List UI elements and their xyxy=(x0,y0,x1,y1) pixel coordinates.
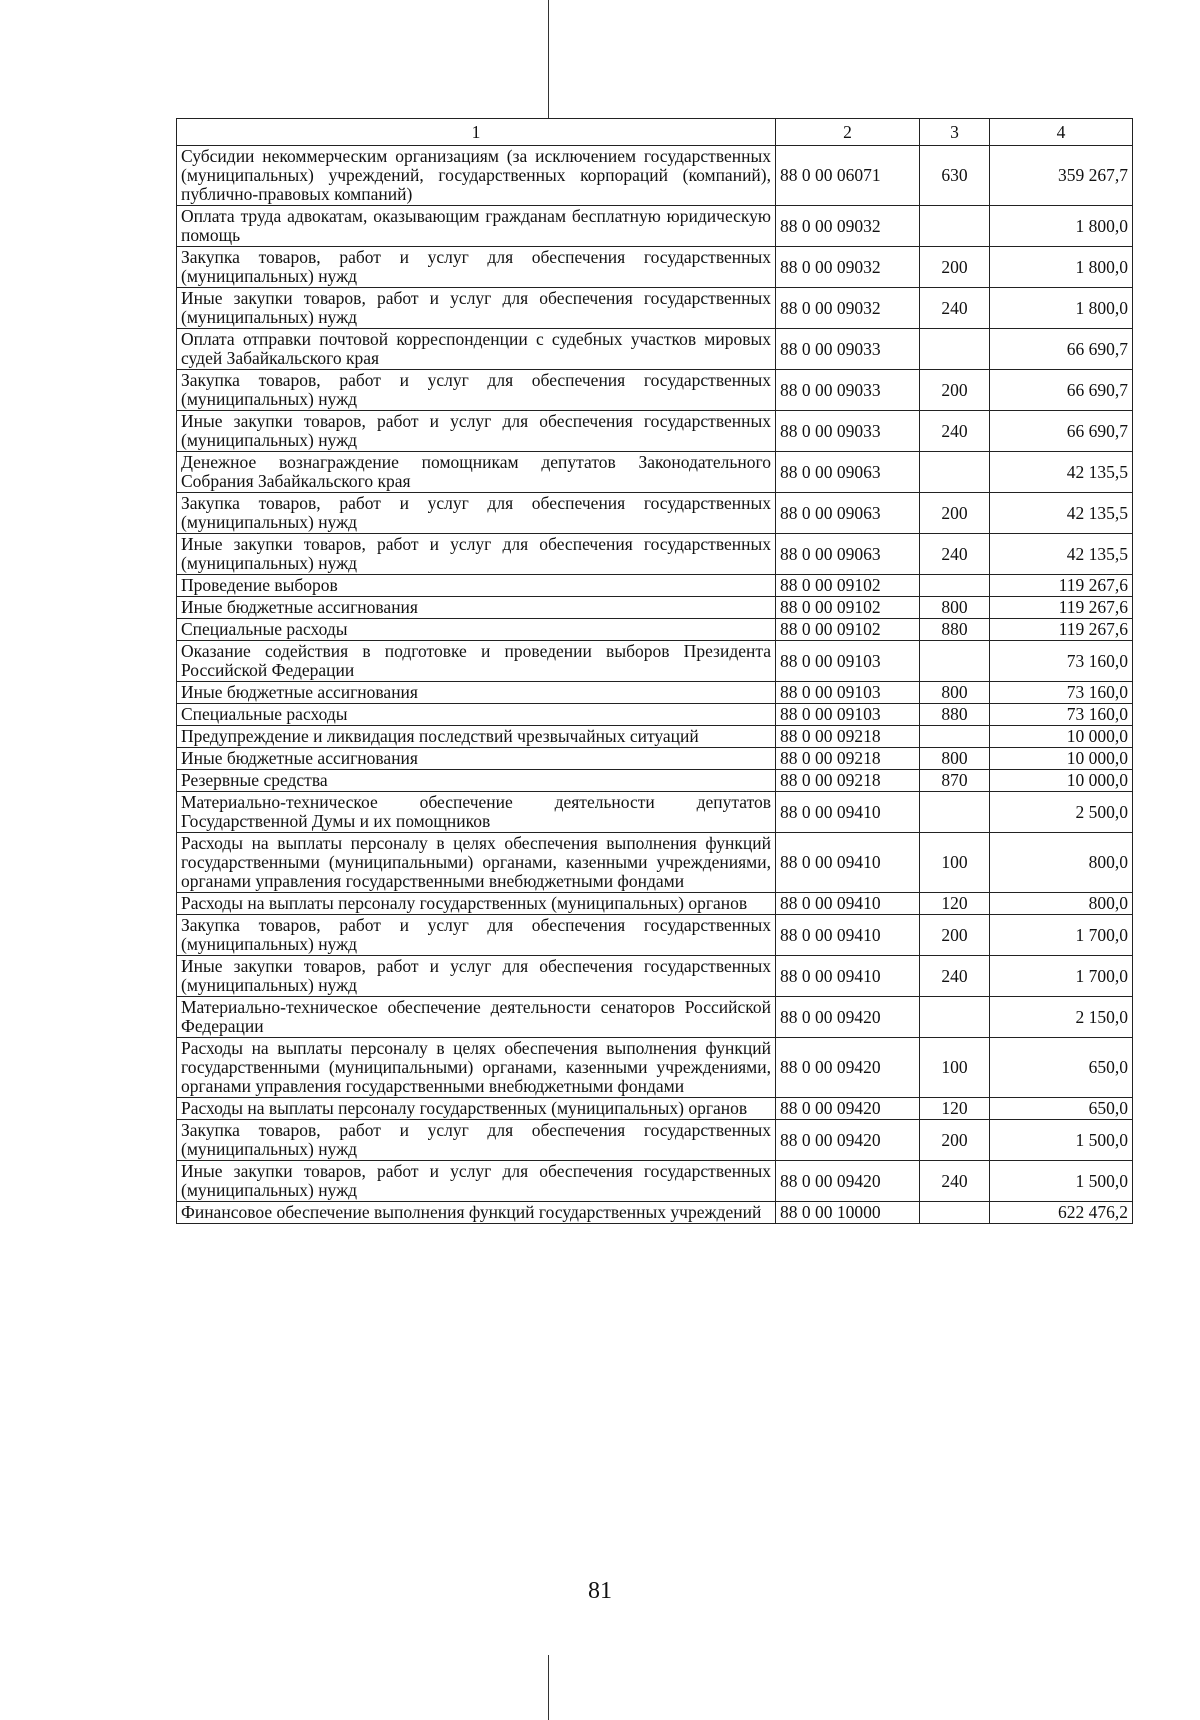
row-type-cell: 200 xyxy=(920,1120,990,1161)
header-col-1: 1 xyxy=(177,119,776,146)
table-row xyxy=(177,597,1133,619)
row-type-cell xyxy=(920,641,990,682)
table-row xyxy=(177,1038,1133,1098)
table-row xyxy=(177,206,1133,247)
row-code-cell: 88 0 00 09420 xyxy=(776,997,920,1038)
row-name-cell: Иные закупки товаров, работ и услуг для обеспечения государственных (муниципальных) нужд xyxy=(177,534,776,575)
row-amount-cell: 10 000,0 xyxy=(990,748,1133,770)
row-amount-cell: 10 000,0 xyxy=(990,726,1133,748)
row-amount-cell: 1 500,0 xyxy=(990,1120,1133,1161)
row-amount-cell: 42 135,5 xyxy=(990,493,1133,534)
row-code-cell: 88 0 00 06071 xyxy=(776,146,920,206)
row-amount-cell: 73 160,0 xyxy=(990,704,1133,726)
table-row xyxy=(177,619,1133,641)
row-amount-cell: 650,0 xyxy=(990,1038,1133,1098)
row-name-cell: Оказание содействия в подготовке и проведении выборов Президента Российской Федерации xyxy=(177,641,776,682)
row-name-cell: Расходы на выплаты персоналу в целях обеспечения выполнения функций государственными (муниципальными) органами, казенными учреждениями, органами управления государственными внебюджетными фондами xyxy=(177,833,776,893)
row-code-cell: 88 0 00 09032 xyxy=(776,288,920,329)
row-type-cell: 630 xyxy=(920,146,990,206)
row-amount-cell: 2 150,0 xyxy=(990,997,1133,1038)
row-amount-cell: 10 000,0 xyxy=(990,770,1133,792)
row-name-cell: Предупреждение и ликвидация последствий чрезвычайных ситуаций xyxy=(177,726,776,748)
table-row xyxy=(177,956,1133,997)
row-code-cell: 88 0 00 09410 xyxy=(776,833,920,893)
row-type-cell: 200 xyxy=(920,915,990,956)
row-amount-cell: 42 135,5 xyxy=(990,534,1133,575)
table-row xyxy=(177,748,1133,770)
row-amount-cell: 66 690,7 xyxy=(990,411,1133,452)
row-name-cell: Иные бюджетные ассигнования xyxy=(177,682,776,704)
table-row xyxy=(177,792,1133,833)
row-code-cell: 88 0 00 09420 xyxy=(776,1161,920,1202)
row-amount-cell: 119 267,6 xyxy=(990,575,1133,597)
header-col-3: 3 xyxy=(920,119,990,146)
row-code-cell: 88 0 00 09102 xyxy=(776,619,920,641)
budget-table xyxy=(176,118,1133,1224)
table-row xyxy=(177,704,1133,726)
budget-table-body xyxy=(177,119,1133,1224)
row-name-cell: Закупка товаров, работ и услуг для обеспечения государственных (муниципальных) нужд xyxy=(177,1120,776,1161)
row-type-cell: 240 xyxy=(920,534,990,575)
row-name-cell: Иные закупки товаров, работ и услуг для обеспечения государственных (муниципальных) нужд xyxy=(177,956,776,997)
row-name-cell: Денежное вознаграждение помощникам депутатов Законодательного Собрания Забайкальского края xyxy=(177,452,776,493)
row-name-cell: Иные закупки товаров, работ и услуг для обеспечения государственных (муниципальных) нужд xyxy=(177,288,776,329)
table-row xyxy=(177,247,1133,288)
row-type-cell: 240 xyxy=(920,956,990,997)
row-code-cell: 88 0 00 09032 xyxy=(776,206,920,247)
table-row xyxy=(177,534,1133,575)
row-code-cell: 88 0 00 09218 xyxy=(776,770,920,792)
table-row xyxy=(177,493,1133,534)
row-name-cell: Закупка товаров, работ и услуг для обеспечения государственных (муниципальных) нужд xyxy=(177,493,776,534)
row-type-cell: 240 xyxy=(920,411,990,452)
row-type-cell xyxy=(920,452,990,493)
table-row xyxy=(177,1120,1133,1161)
row-amount-cell: 119 267,6 xyxy=(990,619,1133,641)
table-row xyxy=(177,893,1133,915)
row-code-cell: 88 0 00 09102 xyxy=(776,575,920,597)
row-amount-cell: 359 267,7 xyxy=(990,146,1133,206)
row-name-cell: Оплата отправки почтовой корреспонденции с судебных участков мировых судей Забайкальского края xyxy=(177,329,776,370)
row-code-cell: 88 0 00 09032 xyxy=(776,247,920,288)
row-name-cell: Иные бюджетные ассигнования xyxy=(177,748,776,770)
row-type-cell: 200 xyxy=(920,370,990,411)
row-name-cell: Материально-техническое обеспечение деятельности сенаторов Российской Федерации xyxy=(177,997,776,1038)
row-code-cell: 88 0 00 09033 xyxy=(776,411,920,452)
row-type-cell: 100 xyxy=(920,833,990,893)
row-name-cell: Субсидии некоммерческим организациям (за исключением государственных (муниципальных) учреждений, государственных корпораций (компаний), публично-правовых компаний) xyxy=(177,146,776,206)
row-type-cell: 120 xyxy=(920,893,990,915)
table-row xyxy=(177,833,1133,893)
row-name-cell: Финансовое обеспечение выполнения функций государственных учреждений xyxy=(177,1202,776,1224)
row-code-cell: 88 0 00 09033 xyxy=(776,329,920,370)
row-code-cell: 88 0 00 09063 xyxy=(776,452,920,493)
row-type-cell: 200 xyxy=(920,493,990,534)
row-type-cell: 240 xyxy=(920,288,990,329)
table-row xyxy=(177,288,1133,329)
row-code-cell: 88 0 00 09033 xyxy=(776,370,920,411)
row-code-cell: 88 0 00 10000 xyxy=(776,1202,920,1224)
row-code-cell: 88 0 00 09103 xyxy=(776,682,920,704)
row-type-cell xyxy=(920,792,990,833)
row-name-cell: Иные бюджетные ассигнования xyxy=(177,597,776,619)
table-row xyxy=(177,1098,1133,1120)
row-code-cell: 88 0 00 09410 xyxy=(776,956,920,997)
binding-mark-top xyxy=(548,0,549,118)
row-amount-cell: 1 800,0 xyxy=(990,247,1133,288)
row-code-cell: 88 0 00 09063 xyxy=(776,493,920,534)
row-type-cell xyxy=(920,206,990,247)
row-amount-cell: 650,0 xyxy=(990,1098,1133,1120)
table-row xyxy=(177,915,1133,956)
page-number: 81 xyxy=(588,1578,612,1604)
row-amount-cell: 1 800,0 xyxy=(990,288,1133,329)
table-row xyxy=(177,370,1133,411)
header-col-4: 4 xyxy=(990,119,1133,146)
row-name-cell: Расходы на выплаты персоналу государственных (муниципальных) органов xyxy=(177,893,776,915)
row-amount-cell: 1 500,0 xyxy=(990,1161,1133,1202)
row-amount-cell: 119 267,6 xyxy=(990,597,1133,619)
row-code-cell: 88 0 00 09063 xyxy=(776,534,920,575)
row-name-cell: Резервные средства xyxy=(177,770,776,792)
table-row xyxy=(177,329,1133,370)
row-name-cell: Иные закупки товаров, работ и услуг для обеспечения государственных (муниципальных) нужд xyxy=(177,1161,776,1202)
row-type-cell xyxy=(920,329,990,370)
row-amount-cell: 1 700,0 xyxy=(990,956,1133,997)
row-code-cell: 88 0 00 09410 xyxy=(776,792,920,833)
table-row xyxy=(177,997,1133,1038)
row-code-cell: 88 0 00 09103 xyxy=(776,641,920,682)
row-name-cell: Закупка товаров, работ и услуг для обеспечения государственных (муниципальных) нужд xyxy=(177,247,776,288)
row-type-cell: 120 xyxy=(920,1098,990,1120)
row-code-cell: 88 0 00 09410 xyxy=(776,893,920,915)
row-name-cell: Материально-техническое обеспечение деятельности депутатов Государственной Думы и их помощников xyxy=(177,792,776,833)
row-type-cell xyxy=(920,997,990,1038)
row-amount-cell: 800,0 xyxy=(990,833,1133,893)
binding-mark-bottom xyxy=(548,1655,549,1720)
table-row xyxy=(177,452,1133,493)
table-row xyxy=(177,682,1133,704)
row-code-cell: 88 0 00 09218 xyxy=(776,726,920,748)
table-row xyxy=(177,575,1133,597)
row-amount-cell: 800,0 xyxy=(990,893,1133,915)
row-name-cell: Иные закупки товаров, работ и услуг для обеспечения государственных (муниципальных) нужд xyxy=(177,411,776,452)
row-code-cell: 88 0 00 09102 xyxy=(776,597,920,619)
table-row xyxy=(177,641,1133,682)
row-type-cell: 870 xyxy=(920,770,990,792)
row-code-cell: 88 0 00 09420 xyxy=(776,1120,920,1161)
row-name-cell: Закупка товаров, работ и услуг для обеспечения государственных (муниципальных) нужд xyxy=(177,915,776,956)
row-name-cell: Закупка товаров, работ и услуг для обеспечения государственных (муниципальных) нужд xyxy=(177,370,776,411)
row-type-cell: 800 xyxy=(920,748,990,770)
table-row xyxy=(177,146,1133,206)
row-type-cell: 100 xyxy=(920,1038,990,1098)
table-row xyxy=(177,1202,1133,1224)
table-row xyxy=(177,770,1133,792)
table-row xyxy=(177,1161,1133,1202)
row-name-cell: Проведение выборов xyxy=(177,575,776,597)
row-code-cell: 88 0 00 09420 xyxy=(776,1038,920,1098)
row-type-cell: 200 xyxy=(920,247,990,288)
row-name-cell: Расходы на выплаты персоналу государственных (муниципальных) органов xyxy=(177,1098,776,1120)
row-amount-cell: 1 800,0 xyxy=(990,206,1133,247)
row-name-cell: Специальные расходы xyxy=(177,619,776,641)
row-amount-cell: 2 500,0 xyxy=(990,792,1133,833)
table-header-row xyxy=(177,119,1133,146)
header-col-2: 2 xyxy=(776,119,920,146)
row-code-cell: 88 0 00 09218 xyxy=(776,748,920,770)
row-type-cell: 800 xyxy=(920,597,990,619)
row-amount-cell: 73 160,0 xyxy=(990,682,1133,704)
row-type-cell: 880 xyxy=(920,619,990,641)
row-code-cell: 88 0 00 09103 xyxy=(776,704,920,726)
table-row xyxy=(177,726,1133,748)
row-type-cell: 240 xyxy=(920,1161,990,1202)
row-type-cell: 800 xyxy=(920,682,990,704)
row-amount-cell: 73 160,0 xyxy=(990,641,1133,682)
row-code-cell: 88 0 00 09420 xyxy=(776,1098,920,1120)
row-amount-cell: 66 690,7 xyxy=(990,329,1133,370)
row-type-cell xyxy=(920,726,990,748)
row-name-cell: Оплата труда адвокатам, оказывающим гражданам бесплатную юридическую помощь xyxy=(177,206,776,247)
row-amount-cell: 622 476,2 xyxy=(990,1202,1133,1224)
row-type-cell: 880 xyxy=(920,704,990,726)
row-amount-cell: 1 700,0 xyxy=(990,915,1133,956)
row-code-cell: 88 0 00 09410 xyxy=(776,915,920,956)
table-row xyxy=(177,411,1133,452)
row-name-cell: Расходы на выплаты персоналу в целях обеспечения выполнения функций государственными (муниципальными) органами, казенными учреждениями, органами управления государственными внебюджетными фондами xyxy=(177,1038,776,1098)
row-name-cell: Специальные расходы xyxy=(177,704,776,726)
row-type-cell xyxy=(920,575,990,597)
row-type-cell xyxy=(920,1202,990,1224)
row-amount-cell: 66 690,7 xyxy=(990,370,1133,411)
row-amount-cell: 42 135,5 xyxy=(990,452,1133,493)
